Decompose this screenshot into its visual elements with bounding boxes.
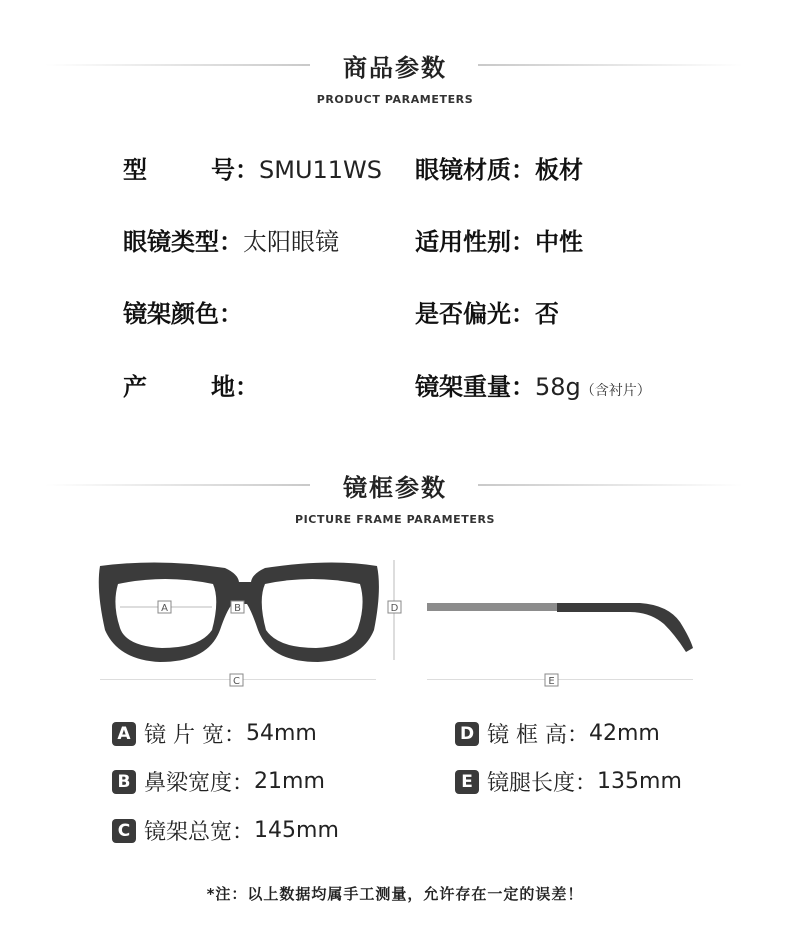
badge-d: D: [455, 722, 479, 746]
label-b: B: [234, 603, 241, 614]
dim-total-width-label: 镜架总宽：: [144, 820, 255, 845]
param-polarized: [415, 294, 559, 329]
param-gender-value: 中性: [535, 228, 583, 256]
param-type-label: 眼镜类型：: [123, 228, 243, 256]
section-title: 商品参数: [343, 54, 447, 82]
label-e: E: [548, 676, 555, 687]
dim-temple-length-value: 135mm: [597, 769, 682, 794]
diagram-bottom-labels: [0, 672, 790, 692]
param-model-label-b: 号: [211, 156, 235, 184]
header-divider-right: [478, 64, 743, 66]
measurement-footnote: *注：以上数据均属手工测量，允许存在一定的误差！: [206, 885, 584, 903]
param-material-value: 板材: [535, 156, 583, 184]
dim-total-width: [112, 815, 339, 846]
badge-e: E: [455, 770, 479, 794]
product-parameters-header: [0, 48, 790, 106]
glasses-diagram: [0, 560, 790, 680]
param-gender: [415, 222, 583, 257]
label-d: D: [390, 603, 399, 614]
param-weight-value: 58g: [535, 373, 581, 401]
param-origin-colon: ：: [235, 373, 259, 401]
param-model-value: SMU11WS: [259, 156, 383, 184]
dim-frame-height: [455, 718, 660, 749]
dim-lens-width: [112, 718, 317, 749]
header-divider-left: [45, 64, 310, 66]
param-origin-label-a: 产: [123, 373, 147, 401]
section-subtitle: PICTURE FRAME PARAMETERS: [294, 513, 496, 526]
param-material-label: 眼镜材质：: [415, 156, 535, 184]
dim-lens-width-value: 54mm: [246, 721, 317, 746]
section-title: 镜框参数: [343, 474, 447, 502]
dim-bridge-width-label: 鼻梁宽度：: [144, 771, 255, 796]
header-divider-left: [45, 484, 310, 486]
section-subtitle: PRODUCT PARAMETERS: [316, 93, 474, 106]
param-frame-color: [123, 294, 243, 329]
param-origin: [123, 367, 259, 402]
param-weight: [415, 367, 651, 402]
dim-total-width-value: 145mm: [254, 818, 339, 843]
badge-b: B: [112, 770, 136, 794]
glasses-side-icon: [427, 603, 693, 652]
param-polarized-value: 否: [535, 300, 559, 328]
label-c: C: [233, 676, 240, 687]
label-a: A: [161, 603, 168, 614]
param-model-label-a: 型: [123, 156, 147, 184]
param-model-colon: ：: [235, 156, 259, 184]
param-material: [415, 150, 583, 185]
param-gender-label: 适用性别：: [415, 228, 535, 256]
badge-c: C: [112, 819, 136, 843]
dim-lens-width-label: 镜 片 宽：: [144, 723, 246, 748]
dim-temple-length: [455, 766, 682, 797]
param-type-value: 太阳眼镜: [243, 228, 339, 256]
header-divider-right: [478, 484, 743, 486]
param-weight-note: （含衬片）: [580, 383, 651, 399]
param-type: [123, 222, 339, 257]
badge-a: A: [112, 722, 136, 746]
dim-bridge-width: [112, 766, 325, 797]
frame-parameters-header: [0, 468, 790, 526]
param-model: [123, 150, 382, 185]
dim-frame-height-label: 镜 框 高：: [487, 723, 589, 748]
param-weight-label: 镜架重量：: [415, 373, 535, 401]
param-frame-color-label: 镜架颜色：: [123, 300, 243, 328]
param-origin-label-b: 地: [211, 373, 235, 401]
param-polarized-label: 是否偏光：: [415, 300, 535, 328]
dim-bridge-width-value: 21mm: [254, 769, 325, 794]
dim-temple-length-label: 镜腿长度：: [487, 771, 598, 796]
dim-frame-height-value: 42mm: [589, 721, 660, 746]
